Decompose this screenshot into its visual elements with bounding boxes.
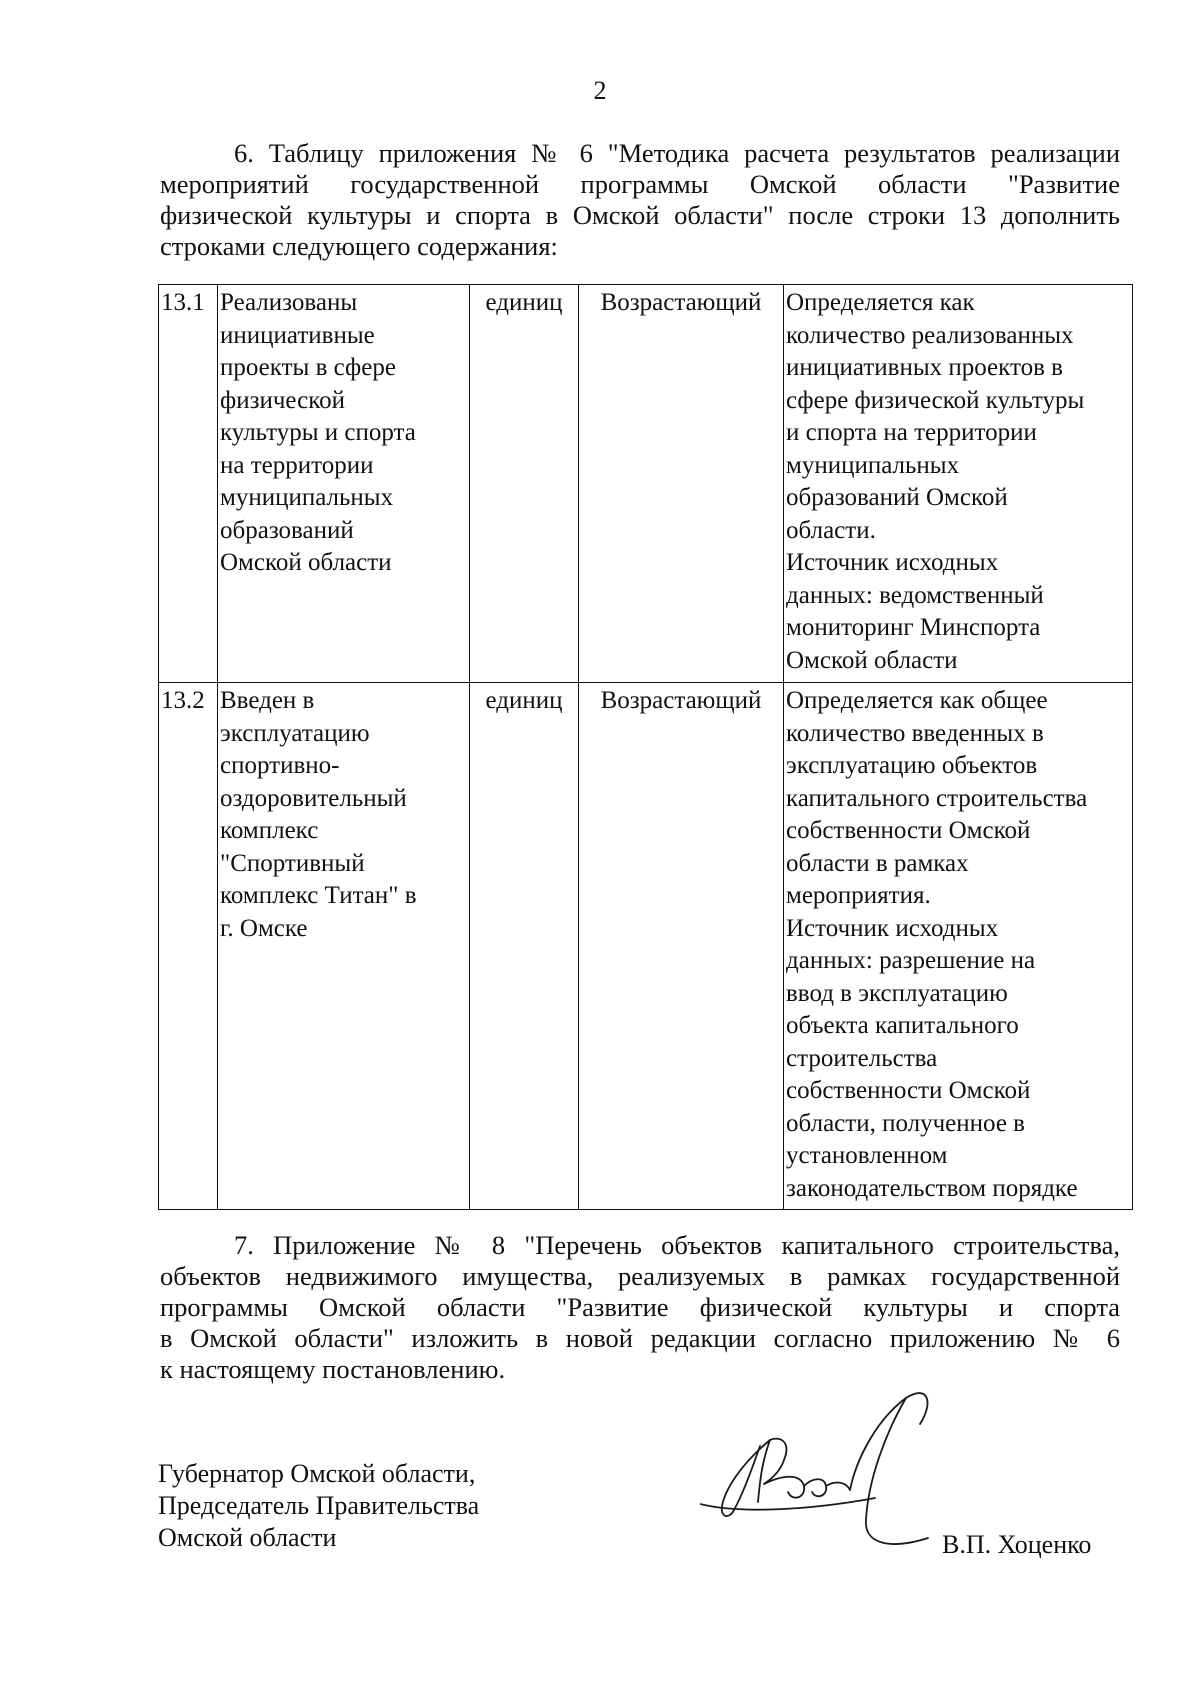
table-row (159, 683, 1133, 1210)
method-cell: Определяется как количество реализованных инициативных проектов в сфере физической культуры и спорта на территории муниципальных образований Омской области. Источник исходных данных: ведомственный мониторинг Минспорта Омской области (784, 285, 1133, 683)
paragraph-6-line: мероприятий государственной программы Омской области "Развитие (160, 169, 1120, 199)
paragraph-7 (160, 1230, 1120, 1385)
paragraph-6-line: строками следующего содержания: (160, 231, 558, 261)
indicator-name-cell: Введен в эксплуатацию спортивно- оздоровительный комплекс "Спортивный комплекс Титан" в г. Омске (218, 683, 470, 1210)
method-cell: Определяется как общее количество введенных в эксплуатацию объектов капитального строительства собственности Омской области в рамках мероприятия. Источник исходных данных: разрешение на ввод в эксплуатацию объекта капитального строительства собственности Омской области, полученное в установленном законодательством порядке (784, 683, 1133, 1210)
trend-cell: Возрастающий (579, 683, 784, 1210)
amendment-table (158, 284, 1133, 1210)
indicator-name-cell: Реализованы инициативные проекты в сфере физической культуры и спорта на территории муниципальных образований Омской области (218, 285, 470, 683)
row-number-cell: 13.2 (159, 683, 218, 1210)
paragraph-7-line: к настоящему постановлению. (160, 1354, 506, 1384)
paragraph-7-line: 7. Приложение № 8 "Перечень объектов капитального строительства, (234, 1230, 1120, 1260)
signatory-title-line: Губернатор Омской области, (158, 1459, 476, 1488)
signatory-title-line: Омской области (158, 1523, 337, 1552)
trend-cell: Возрастающий (579, 285, 784, 683)
unit-cell: единиц (470, 683, 579, 1210)
paragraph-6-line: 6. Таблицу приложения № 6 "Методика расчета результатов реализации (234, 138, 1120, 168)
paragraph-6-line: физической культуры и спорта в Омской области" после строки 13 дополнить (160, 200, 1120, 230)
signatory-title-line: Председатель Правительства (158, 1491, 480, 1520)
page-number: 2 (593, 76, 607, 105)
row-number-cell: 13.1 (159, 285, 218, 683)
unit-cell: единиц (470, 285, 579, 683)
paragraph-7-line: объектов недвижимого имущества, реализуемых в рамках государственной (160, 1261, 1120, 1291)
handwritten-signature (700, 1380, 960, 1580)
paragraph-7-line: в Омской области" изложить в новой редакции согласно приложению № 6 (160, 1323, 1120, 1353)
table-row (159, 285, 1133, 683)
signatory-name: В.П. Хоценко (942, 1530, 1092, 1559)
paragraph-6 (160, 138, 1120, 262)
paragraph-7-line: программы Омской области "Развитие физической культуры и спорта (160, 1292, 1120, 1322)
signatory-title (158, 1458, 479, 1554)
